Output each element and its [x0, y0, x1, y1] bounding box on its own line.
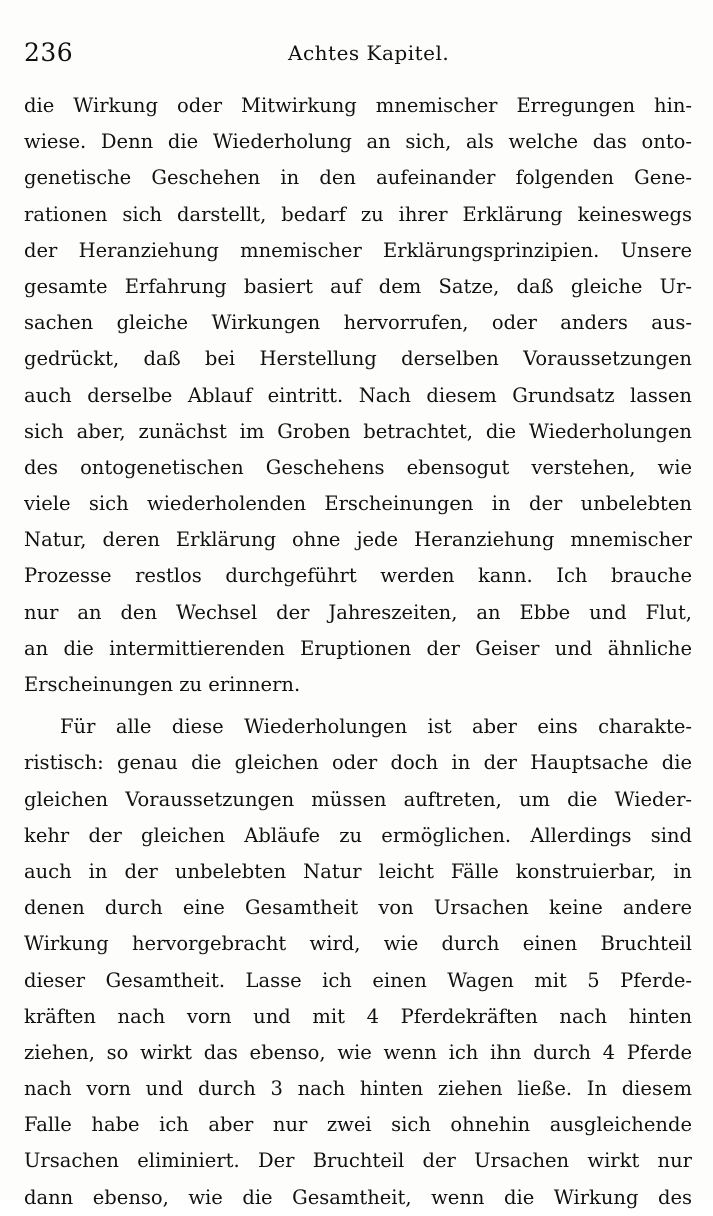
text-line: gedrückt, daß bei Herstellung derselben Voraussetzungen	[24, 347, 692, 371]
text-line: Ursachen eliminiert. Der Bruchteil der Ursachen wirkt nur	[24, 1149, 692, 1173]
text-line: rationen sich darstellt, bedarf zu ihrer Erklärung keineswegs	[24, 202, 692, 226]
text-line: der Heranziehung mnemischer Erklärungsprinzipien. Unsere	[24, 238, 692, 262]
page-number: 236	[24, 38, 74, 67]
text-line: kehr der gleichen Abläufe zu ermöglichen. Allerdings sind	[24, 823, 692, 847]
text-line: gleichen Voraussetzungen müssen auftreten, um die Wieder-	[24, 787, 692, 811]
text-line: Wirkung hervorgebracht wird, wie durch einen Bruchteil	[24, 932, 692, 956]
text-line: auch in der unbelebten Natur leicht Fälle konstruierbar, in	[24, 859, 692, 883]
text-line: genetische Geschehen in den aufeinander folgenden Gene-	[24, 166, 692, 190]
text-line: Erscheinungen zu erinnern.	[24, 673, 301, 696]
text-line: an die intermittierenden Eruptionen der Geiser und ähnliche	[24, 636, 692, 660]
text-line: die Wirkung oder Mitwirkung mnemischer Erregungen hin-	[24, 94, 692, 117]
text-line: nur an den Wechsel der Jahreszeiten, an Ebbe und Flut,	[24, 600, 692, 624]
paragraph-1	[24, 88, 692, 703]
text-line: denen durch eine Gesamtheit von Ursachen keine andere	[24, 896, 692, 920]
text-line: dieser Gesamtheit. Lasse ich einen Wagen mit 5 Pferde-	[24, 968, 692, 992]
paragraph-2	[24, 709, 692, 1216]
text-line: auch derselbe Ablauf eintritt. Nach diesem Grundsatz lassen	[24, 383, 692, 407]
running-head	[24, 38, 692, 74]
text-line: sachen gleiche Wirkungen hervorrufen, oder anders aus-	[24, 311, 692, 335]
text-line: sich aber, zunächst im Groben betrachtet, die Wiederholungen	[24, 419, 692, 443]
body-text	[24, 88, 692, 1216]
text-line: ziehen, so wirkt das ebenso, wie wenn ich ihn durch 4 Pferde	[24, 1040, 692, 1064]
text-line: ristisch: genau die gleichen oder doch in der Hauptsache die	[24, 751, 692, 775]
text-line: nach vorn und durch 3 nach hinten ziehen ließe. In diesem	[24, 1077, 692, 1101]
text-line: Für alle diese Wiederholungen ist aber eins charakte-	[60, 715, 692, 739]
text-line: Prozesse restlos durchgeführt werden kann. Ich brauche	[24, 564, 692, 588]
chapter-title: Achtes Kapitel.	[288, 41, 450, 65]
text-line: Natur, deren Erklärung ohne jede Heranziehung mnemischer	[24, 528, 692, 552]
text-line: gesamte Erfahrung basiert auf dem Satze, daß gleiche Ur-	[24, 274, 692, 298]
text-line: Falle habe ich aber nur zwei sich ohnehin ausgleichende	[24, 1113, 692, 1137]
text-line: dann ebenso, wie die Gesamtheit, wenn die Wirkung des	[24, 1185, 692, 1209]
text-line: kräften nach vorn und mit 4 Pferdekräften nach hinten	[24, 1004, 692, 1028]
text-line: wiese. Denn die Wiederholung an sich, als welche das onto-	[24, 130, 692, 154]
text-line: viele sich wiederholenden Erscheinungen in der unbelebten	[24, 492, 692, 516]
text-line: des ontogenetischen Geschehens ebensogut verstehen, wie	[24, 455, 692, 479]
